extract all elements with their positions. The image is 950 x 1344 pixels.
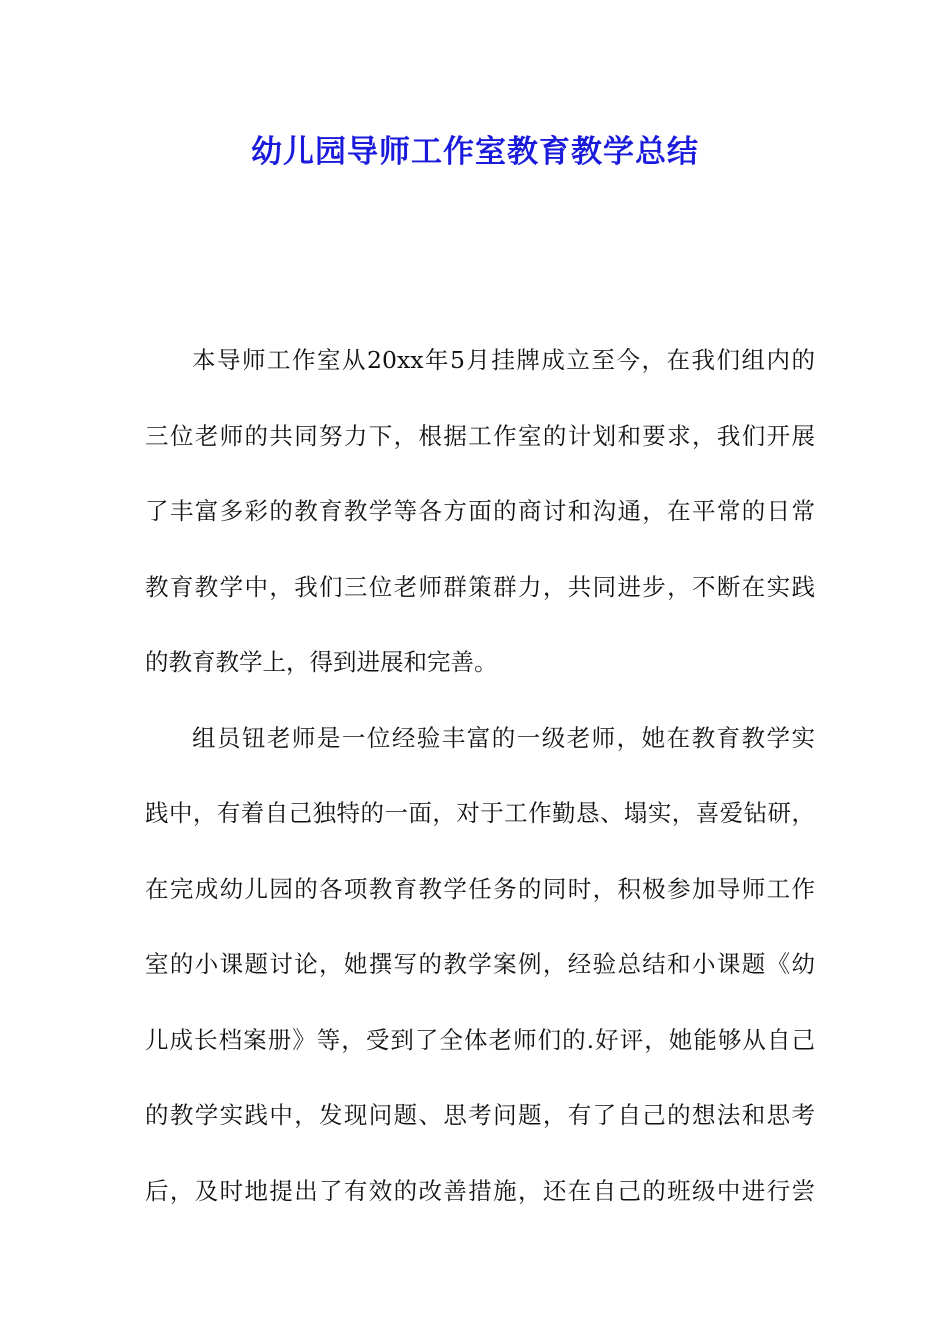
paragraph-line: 儿成长档案册》等，受到了全体老师们的.好评，她能够从自己 [145,1025,815,1054]
paragraph-line: 后，及时地提出了有效的改善措施，还在自己的班级中进行尝 [145,1176,815,1205]
paragraph-2 [145,714,815,1243]
paragraph-line: 三位老师的共同努力下，根据工作室的计划和要求，我们开展 [145,421,815,450]
paragraph-line: 组员钮老师是一位经验丰富的一级老师，她在教育教学实 [192,723,815,752]
document-body [145,336,815,1242]
paragraph-line: 本导师工作室从20xx年5月挂牌成立至今，在我们组内的 [192,346,815,374]
paragraph-line: 的教学实践中，发现问题、思考问题，有了自己的想法和思考 [145,1101,815,1129]
paragraph-line: 践中，有着自己独特的一面，对于工作勤恳、塌实，喜爱钻研， [145,799,815,827]
paragraph-line: 在完成幼儿园的各项教育教学任务的同时，积极参加导师工作 [145,874,815,903]
paragraph-line: 了丰富多彩的教育教学等各方面的商讨和沟通，在平常的日常 [145,497,815,525]
document-title: 幼儿园导师工作室教育教学总结 [251,134,699,170]
paragraph-1 [145,336,815,714]
paragraph-line: 室的小课题讨论，她撰写的教学案例，经验总结和小课题《幼 [145,950,815,978]
paragraph-line: 教育教学中，我们三位老师群策群力，共同进步，不断在实践 [145,572,815,601]
paragraph-line: 的教育教学上，得到进展和完善。 [145,648,498,676]
